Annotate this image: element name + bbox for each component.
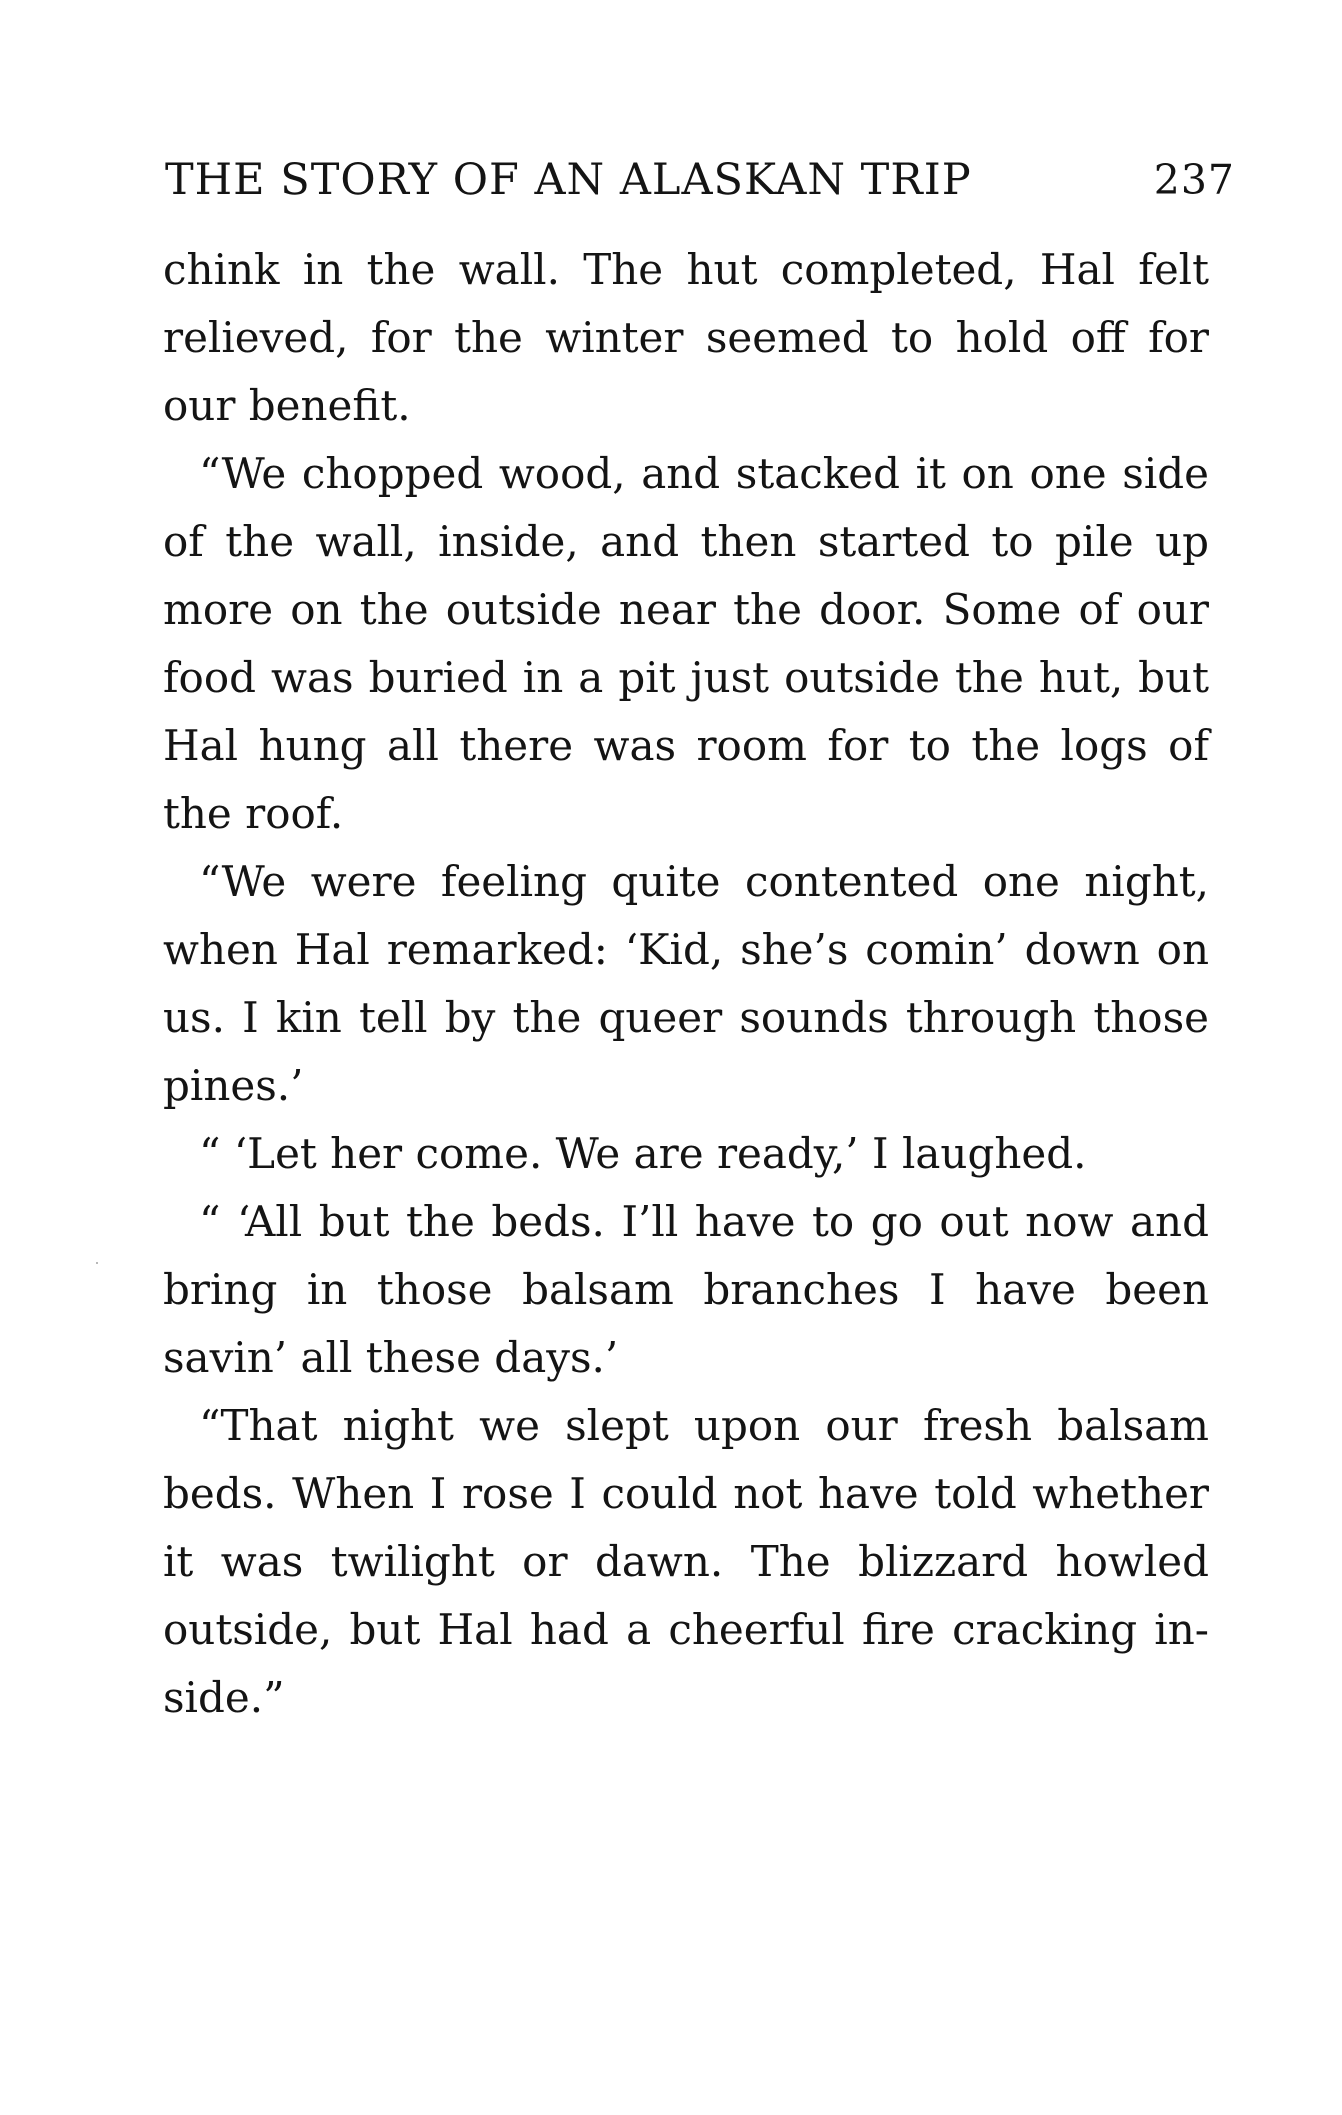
paragraph: “We chopped wood, and stacked it on one side of the wall, inside, and then started to pile up more on the outside near the door. Some of our food was buried in a pit just outside the hut, but Hal hung all there was room for to the logs of the roof. — [163, 449, 1209, 838]
running-head — [165, 150, 1235, 210]
page-number: 237 — [1153, 156, 1235, 204]
paragraph: “That night we slept upon our fresh balsam beds. When I rose I could not have told whether it was twilight or dawn. The blizzard howled outside, but Hal had a cheerful fire cracking inside.” — [163, 1401, 1209, 1722]
paper-speck — [96, 1262, 98, 1264]
running-title: THE STORY OF AN ALASKAN TRIP — [165, 155, 972, 205]
body-text — [163, 236, 1209, 1732]
paragraph: “ ‘Let her come. We are ready,’ I laughed. — [199, 1129, 1087, 1178]
paragraph: “ ‘All but the beds. I’ll have to go out now and bring in those balsam branches I have been savin’ all these days.’ — [163, 1197, 1209, 1382]
paragraph-continued: chink in the wall. The hut completed, Hal felt relieved, for the winter seemed to hold off for our benefit. — [163, 245, 1209, 430]
paragraph: “We were feeling quite contented one night, when Hal remarked: ‘Kid, she’s comin’ down on us. I kin tell by the queer sounds through those pines.’ — [163, 857, 1209, 1110]
